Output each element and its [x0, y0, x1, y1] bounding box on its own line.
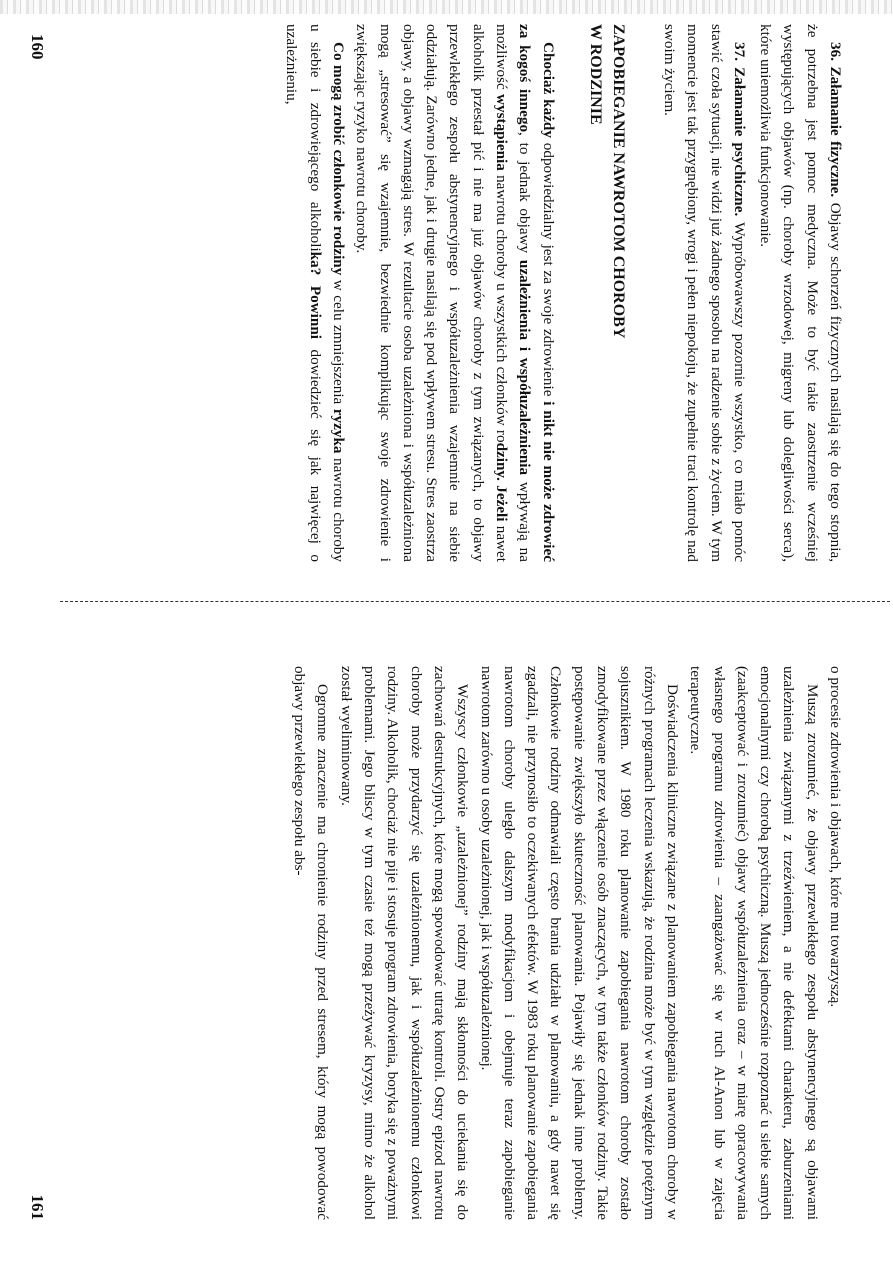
para2-a: w celu zmniejszenia [329, 275, 347, 409]
para1-c: , to jednak objawy [516, 132, 534, 260]
item-37 [658, 24, 751, 562]
para1-b: i nikt nie może zdrowieć za kogoś innego [516, 24, 557, 562]
paragraph-b: Muszą zrozumieć, że objawy przewlekłego zespołu abstynencyjnego są objawami uzależnienia związanymi z trzeźwieniem, a nie defektami charakteru, zaburzeniami emocjonalnymi czy chorobą psychiczną. Muszą jednocześnie rozpoznać u siebie samych (zaakceptować i zrozumieć) objawy współuzależnienia oraz – w miarę opracowywania własnego programu zdrowienia – zaangażować się w ruch Al-Anon lub w zajęcia terapeutyczne. [687, 666, 821, 1220]
para2-d: ka? Powinni [306, 251, 324, 340]
para1-lead: Chociaż każdy [539, 42, 557, 138]
paragraph-continued: o procesie zdrowienia i objawach, które mu towarzyszą. [827, 666, 844, 1008]
page-number-left: 160 [28, 34, 48, 60]
para2-lead: Co mogą zrobić członkowie rodziny [329, 42, 347, 276]
left-page [0, 10, 893, 590]
paragraph-e: Ogromne znaczenie ma chronienie rodziny przed stresem, który mogą powodować objawy przewlekłego zespołu abs- [291, 666, 332, 1220]
para2-c: nawrotu choroby u siebie i zdrowiejącego alkoholi [306, 24, 347, 562]
paragraph-d: Wszyscy członkowie „uzależnionej” rodziny mają skłonności do uciekania się do zachowań destrukcyjnych, które mogą spowodować utratę kontroli. Ostry epizod nawrotu choroby może przydarzyć się uzależnionemu, jak i współuzależnionemu członkowi rodziny. Alkoholik, chociaż nie pije i stosuje program zdrowienia, boryka się z poważnymi problemami. Jego bliscy w tym czasie też mogą przeżywać kryzysy, mimo że alkohol został wyeliminowany. [337, 666, 472, 1220]
right-page [0, 640, 893, 1240]
item-37-text: Wypróbowawszy pozornie wszystko, co miało pomóc stawić czoła sytuacji, nie widzi już żadnego sposobu na radzenie sobie z życiem. W tym momencie jest tak przygnębiony, wrogi i pełen niepokoju, że zupełnie traci kontrolę nad swoim życiem. [660, 24, 748, 562]
paragraph-1 [350, 24, 560, 562]
para2-e: dowiedzieć się jak najwięcej o uzależnieniu, [283, 24, 324, 563]
item-36-text: Objawy schorzeń fizycznych nasilają się do tego stopnia, że potrzebna jest pomoc medyczna. Może to być takie zaostrzenie wcześniej występujących objawów (np. choroby wrzodowej, migreny lub dolegliwości serca), które uniemożliwia funkcjonowanie. [757, 24, 844, 562]
para1-h: dziny. Jeżeli [493, 442, 511, 522]
paragraph-c: Doświadczenia kliniczne związane z planowaniem zapobiegania nawrotom choroby w różnych programach leczenia wskazują, że rodzina może być w tym względzie potężnym sojusznikiem. W 1980 roku planowanie zapobiegania nawrotom choroby zostało zmodyfikowane przez włączenie osób znaczących, w tym także członków rodziny. Takie postępowanie zwiększyło skuteczność planowania. Pojawiły się jednak inne problemy. Członkowie rodziny odmawiali często brania udziału w planowaniu, a gdy nawet się zgadzali, nie przynosiło to oczekiwanych efektów. W 1983 roku planowanie zapobiegania nawrotom choroby uległo dalszym modyfikacjom i obejmuje teraz zapobieganie nawrotom zarówno u osoby uzależnionej, jak i współuzależnionej. [477, 666, 681, 1220]
para1-a: odpowiedzialny jest za swoje zdrowienie [539, 137, 557, 402]
item-36-title: 36. Załamanie fizyczne. [827, 42, 844, 198]
section-heading-line-2: W RODZINIE [586, 24, 604, 125]
para2-b: ryzyka [329, 408, 347, 454]
page-number-right: 161 [28, 1194, 48, 1220]
para1-g: nawrotu choroby u wszystkich członków ro [493, 170, 511, 443]
para1-f: wystąpienia [493, 94, 511, 171]
item-37-title: 37. Załamanie psychiczne. [730, 42, 748, 217]
section-heading-line-1: ZAPOBIEGANIE NAWROTOM CHOROBY [609, 24, 627, 339]
para1-e: wpływają na możliwość [493, 24, 534, 562]
section-heading [584, 24, 630, 562]
paragraph-2 [280, 24, 350, 562]
para1-d: uzależnienia i współuzależnienia [516, 259, 534, 476]
item-36 [754, 24, 847, 562]
para1-i: nawet alkoholik przestał pić i nie ma już objawów choroby z tym związanych, to objawy przewlekłego zespołu abstynencyjnego i współuzależnienia wzajemnie na siebie oddziałują. Zarówno jedne, jak i drugie nasilają się pod wpływem stresu. Stres zaostrza objawy, a objawy wzmagają stres. W rezultacie osoba uzależniona i współuzależniona mogą „stresować” się wzajemnie, bezwiednie komplikując swoje zdrowienie i zwiększając ryzyko nawrotu choroby. [353, 24, 511, 562]
